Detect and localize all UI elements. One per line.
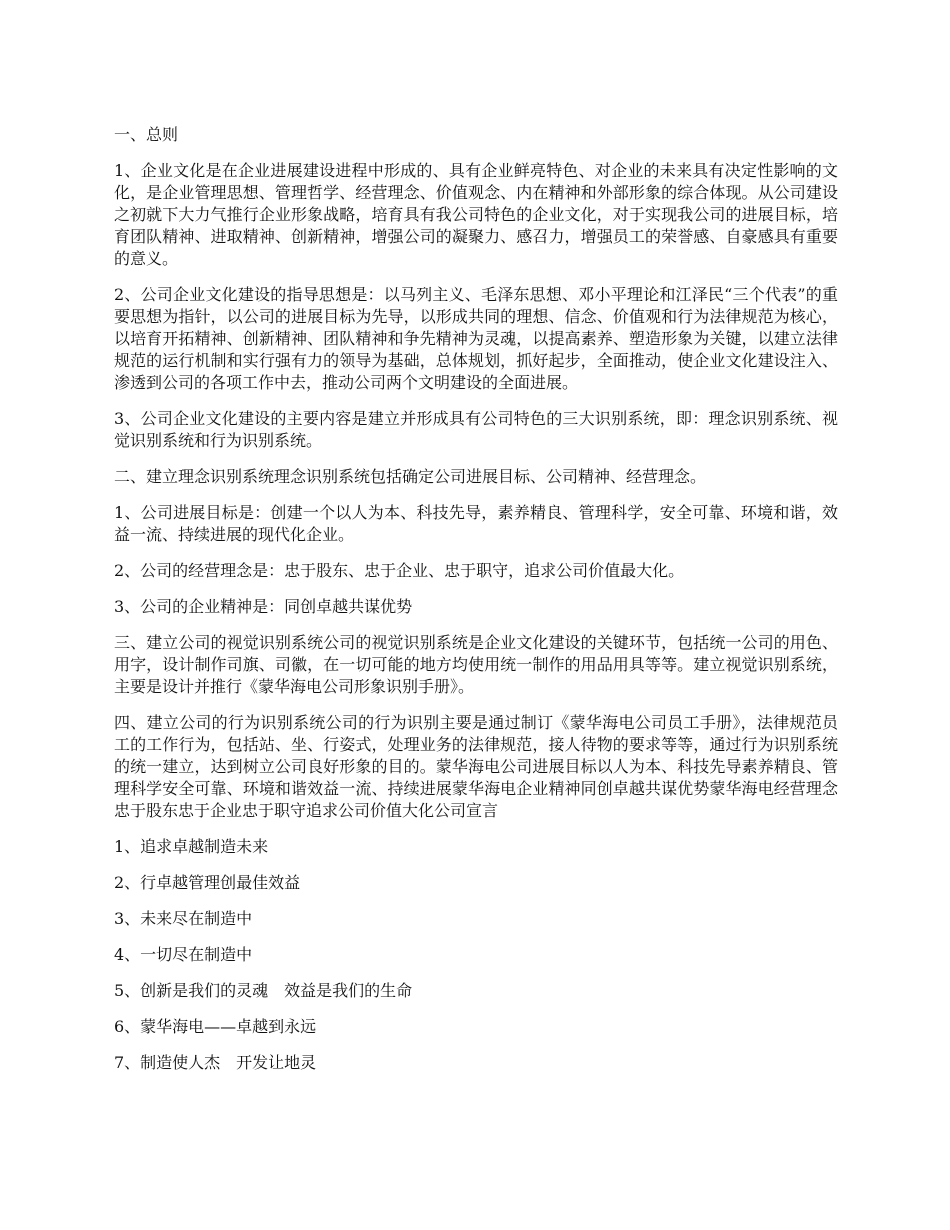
paragraph-guiding-ideology: 2、公司企业文化建设的指导思想是：以马列主义、毛泽东思想、邓小平理论和江泽民“三个代表”的重要思想为指针，以公司的进展目标为先导，以形成共同的理想、信念、价值观和行为法律规范为核心，以培育开拓精神、创新精神、团队精神和争先精神为灵魂，以提高素养、塑造形象为关键，以建立法律规范的运行机制和实行强有力的领导为基础，总体规划，抓好起步，全面推动，使企业文化建设注入、渗透到公司的各项工作中去，推动公司两个文明建设的全面进展。 xyxy=(114,285,838,392)
slogan-item: 6、蒙华海电——卓越到永远 xyxy=(114,1017,317,1036)
paragraph-main-content: 3、公司企业文化建设的主要内容是建立并形成具有公司特色的三大识别系统，即：理念识别系统、视觉识别系统和行为识别系统。 xyxy=(114,409,838,450)
slogan-item: 3、未来尽在制造中 xyxy=(114,909,253,928)
paragraph-enterprise-spirit: 3、公司的企业精神是：同创卓越共谋优势 xyxy=(114,597,413,616)
slogan-item: 7、制造使人杰 开发让地灵 xyxy=(114,1053,317,1072)
slogan-item: 4、一切尽在制造中 xyxy=(114,945,253,964)
paragraph-development-goal: 1、公司进展目标是：创建一个以人为本、科技先导，素养精良、管理科学，安全可靠、环境和谐，效益一流、持续进展的现代化企业。 xyxy=(114,503,838,544)
slogan-item: 5、创新是我们的灵魂 效益是我们的生命 xyxy=(114,981,413,1000)
document-page xyxy=(114,124,838,1088)
slogan-item: 1、追求卓越制造未来 xyxy=(114,837,269,856)
paragraph-culture-definition: 1、企业文化是在企业进展建设进程中形成的、具有企业鲜亮特色、对企业的未来具有决定性影响的文化，是企业管理思想、管理哲学、经营理念、价值观念、内在精神和外部形象的综合体现。从公司建设之初就下大力气推行企业形象战略，培育具有我公司特色的企业文化，对于实现我公司的进展目标，培育团队精神、进取精神、创新精神，增强公司的凝聚力、感召力，增强员工的荣誉感、自豪感具有重要的意义。 xyxy=(114,161,838,268)
section-visual-identity: 三、建立公司的视觉识别系统公司的视觉识别系统是企业文化建设的关键环节，包括统一公司的用色、用字，设计制作司旗、司徽，在一切可能的地方均使用统一制作的用品用具等等。建立视觉识别系统，主要是设计并推行《蒙华海电公司形象识别手册》。 xyxy=(114,633,838,696)
section-heading-concept-system: 二、建立理念识别系统理念识别系统包括确定公司进展目标、公司精神、经营理念。 xyxy=(114,467,707,486)
paragraph-business-philosophy: 2、公司的经营理念是：忠于股东、忠于企业、忠于职守，追求公司价值最大化。 xyxy=(114,561,685,580)
section-heading-general: 一、总则 xyxy=(114,125,179,144)
section-behavior-identity: 四、建立公司的行为识别系统公司的行为识别主要是通过制订《蒙华海电公司员工手册》，法律规范员工的工作行为，包括站、坐、行姿式，处理业务的法律规范，接人待物的要求等等，通过行为识别系统的统一建立，达到树立公司良好形象的目的。蒙华海电公司进展目标以人为本、科技先导素养精良、管理科学安全可靠、环境和谐效益一流、持续进展蒙华海电企业精神同创卓越共谋优势蒙华海电经营理念忠于股东忠于企业忠于职守追求公司价值大化公司宣言 xyxy=(114,713,838,820)
slogan-item: 2、行卓越管理创最佳效益 xyxy=(114,873,301,892)
